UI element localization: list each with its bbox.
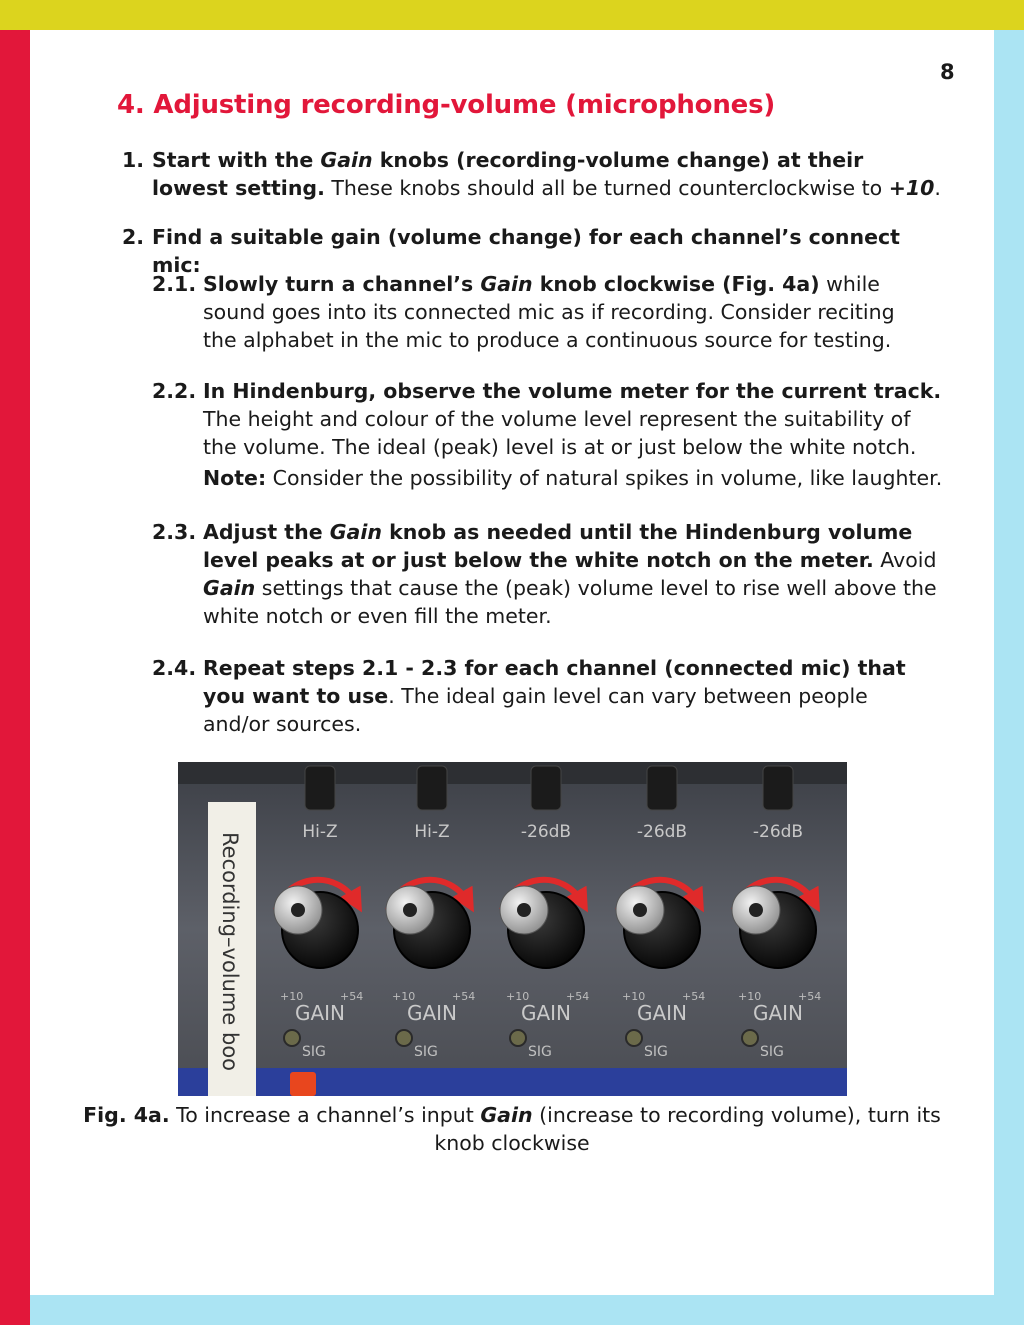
- step-text: Find a suitable gain (volume change) for each channel’s connect mic:: [152, 225, 900, 277]
- gain-label: GAIN: [406, 1001, 458, 1025]
- gain-scale-max: +54: [452, 990, 476, 1003]
- channel-switch-label: Hi-Z: [414, 822, 450, 842]
- step-number: 2.4.: [152, 656, 197, 680]
- step-text: Start with the Gain knobs (recording-volume change) at their lowest setting. These knobs should all be turned counterclockwise to +10.: [152, 148, 941, 200]
- step-number: 1.: [122, 148, 145, 172]
- channel-switch-label: -26dB: [752, 822, 804, 842]
- channel-switch: [763, 766, 793, 810]
- figure-4a-mixer-photo: [178, 762, 847, 1096]
- channel-switch-label: -26dB: [636, 822, 688, 842]
- gain-knob-pointer: [633, 903, 647, 917]
- orange-button: [290, 1072, 316, 1096]
- paper-label: [208, 802, 256, 1096]
- signal-label: SIG: [644, 1044, 668, 1060]
- left-color-bar: [0, 30, 30, 1325]
- step-number: 2.1.: [152, 272, 197, 296]
- gain-knob-pointer: [291, 903, 305, 917]
- signal-led: [626, 1030, 642, 1046]
- gain-knob-pointer: [749, 903, 763, 917]
- gain-label: GAIN: [520, 1001, 572, 1025]
- signal-led: [396, 1030, 412, 1046]
- signal-led: [510, 1030, 526, 1046]
- channel-switch: [647, 766, 677, 810]
- gain-scale-min: +10: [392, 990, 416, 1003]
- step-text: Adjust the Gain knob as needed until the Hindenburg volume level peaks at or just below the white notch on the meter. Avoid Gain settings that cause the (peak) volume level to rise well above the white notch or even fill the meter.: [203, 520, 937, 628]
- gain-label: GAIN: [636, 1001, 688, 1025]
- gain-scale-max: +54: [566, 990, 590, 1003]
- step-text: Repeat steps 2.1 - 2.3 for each channel (connected mic) that you want to use. The ideal gain level can vary between people and/or sources.: [203, 656, 906, 736]
- signal-led: [284, 1030, 300, 1046]
- step-number: 2.2.: [152, 379, 197, 403]
- gain-label: GAIN: [294, 1001, 346, 1025]
- step-text: Slowly turn a channel’s Gain knob clockwise (Fig. 4a) while sound goes into its connected mic as if recording. Consider reciting the alphabet in the mic to produce a continuous source for testing.: [203, 272, 895, 352]
- gain-scale-min: +10: [506, 990, 530, 1003]
- top-color-bar: [0, 0, 1024, 30]
- gain-scale-min: +10: [738, 990, 762, 1003]
- signal-label: SIG: [760, 1044, 784, 1060]
- gain-scale-max: +54: [798, 990, 822, 1003]
- gain-scale-max: +54: [340, 990, 364, 1003]
- signal-label: SIG: [302, 1044, 326, 1060]
- channel-switch: [417, 766, 447, 810]
- step-text: In Hindenburg, observe the volume meter for the current track. The height and colour of the volume level represent the suitability of the volume. The ideal (peak) level is at or just below the white notch.: [203, 379, 942, 459]
- signal-label: SIG: [528, 1044, 552, 1060]
- gain-scale-max: +54: [682, 990, 706, 1003]
- gain-knob-pointer: [517, 903, 531, 917]
- step-number: 2.3.: [152, 520, 197, 544]
- signal-label: SIG: [414, 1044, 438, 1060]
- paper-label-text: Recording–volume boo: [218, 832, 242, 1072]
- channel-switch-label: Hi-Z: [302, 822, 338, 842]
- figure-caption: Fig. 4a. To increase a channel’s input Gain (increase to recording volume), turn its knob clockwise: [83, 1103, 941, 1155]
- step-note: Note: Consider the possibility of natural spikes in volume, like laughter.: [203, 466, 943, 490]
- signal-led: [742, 1030, 758, 1046]
- channel-switch: [531, 766, 561, 810]
- page-number: 8: [940, 60, 955, 84]
- gain-scale-min: +10: [622, 990, 646, 1003]
- gain-label: GAIN: [752, 1001, 804, 1025]
- gain-scale-min: +10: [280, 990, 304, 1003]
- blue-strip: [178, 1068, 847, 1096]
- channel-switch-label: -26dB: [520, 822, 572, 842]
- step-number: 2.: [122, 225, 145, 249]
- section-title: 4. Adjusting recording-volume (microphones): [117, 90, 776, 120]
- right-color-bar: [994, 30, 1024, 1325]
- channel-switch: [305, 766, 335, 810]
- bottom-color-bar: [30, 1295, 994, 1325]
- gain-knob-pointer: [403, 903, 417, 917]
